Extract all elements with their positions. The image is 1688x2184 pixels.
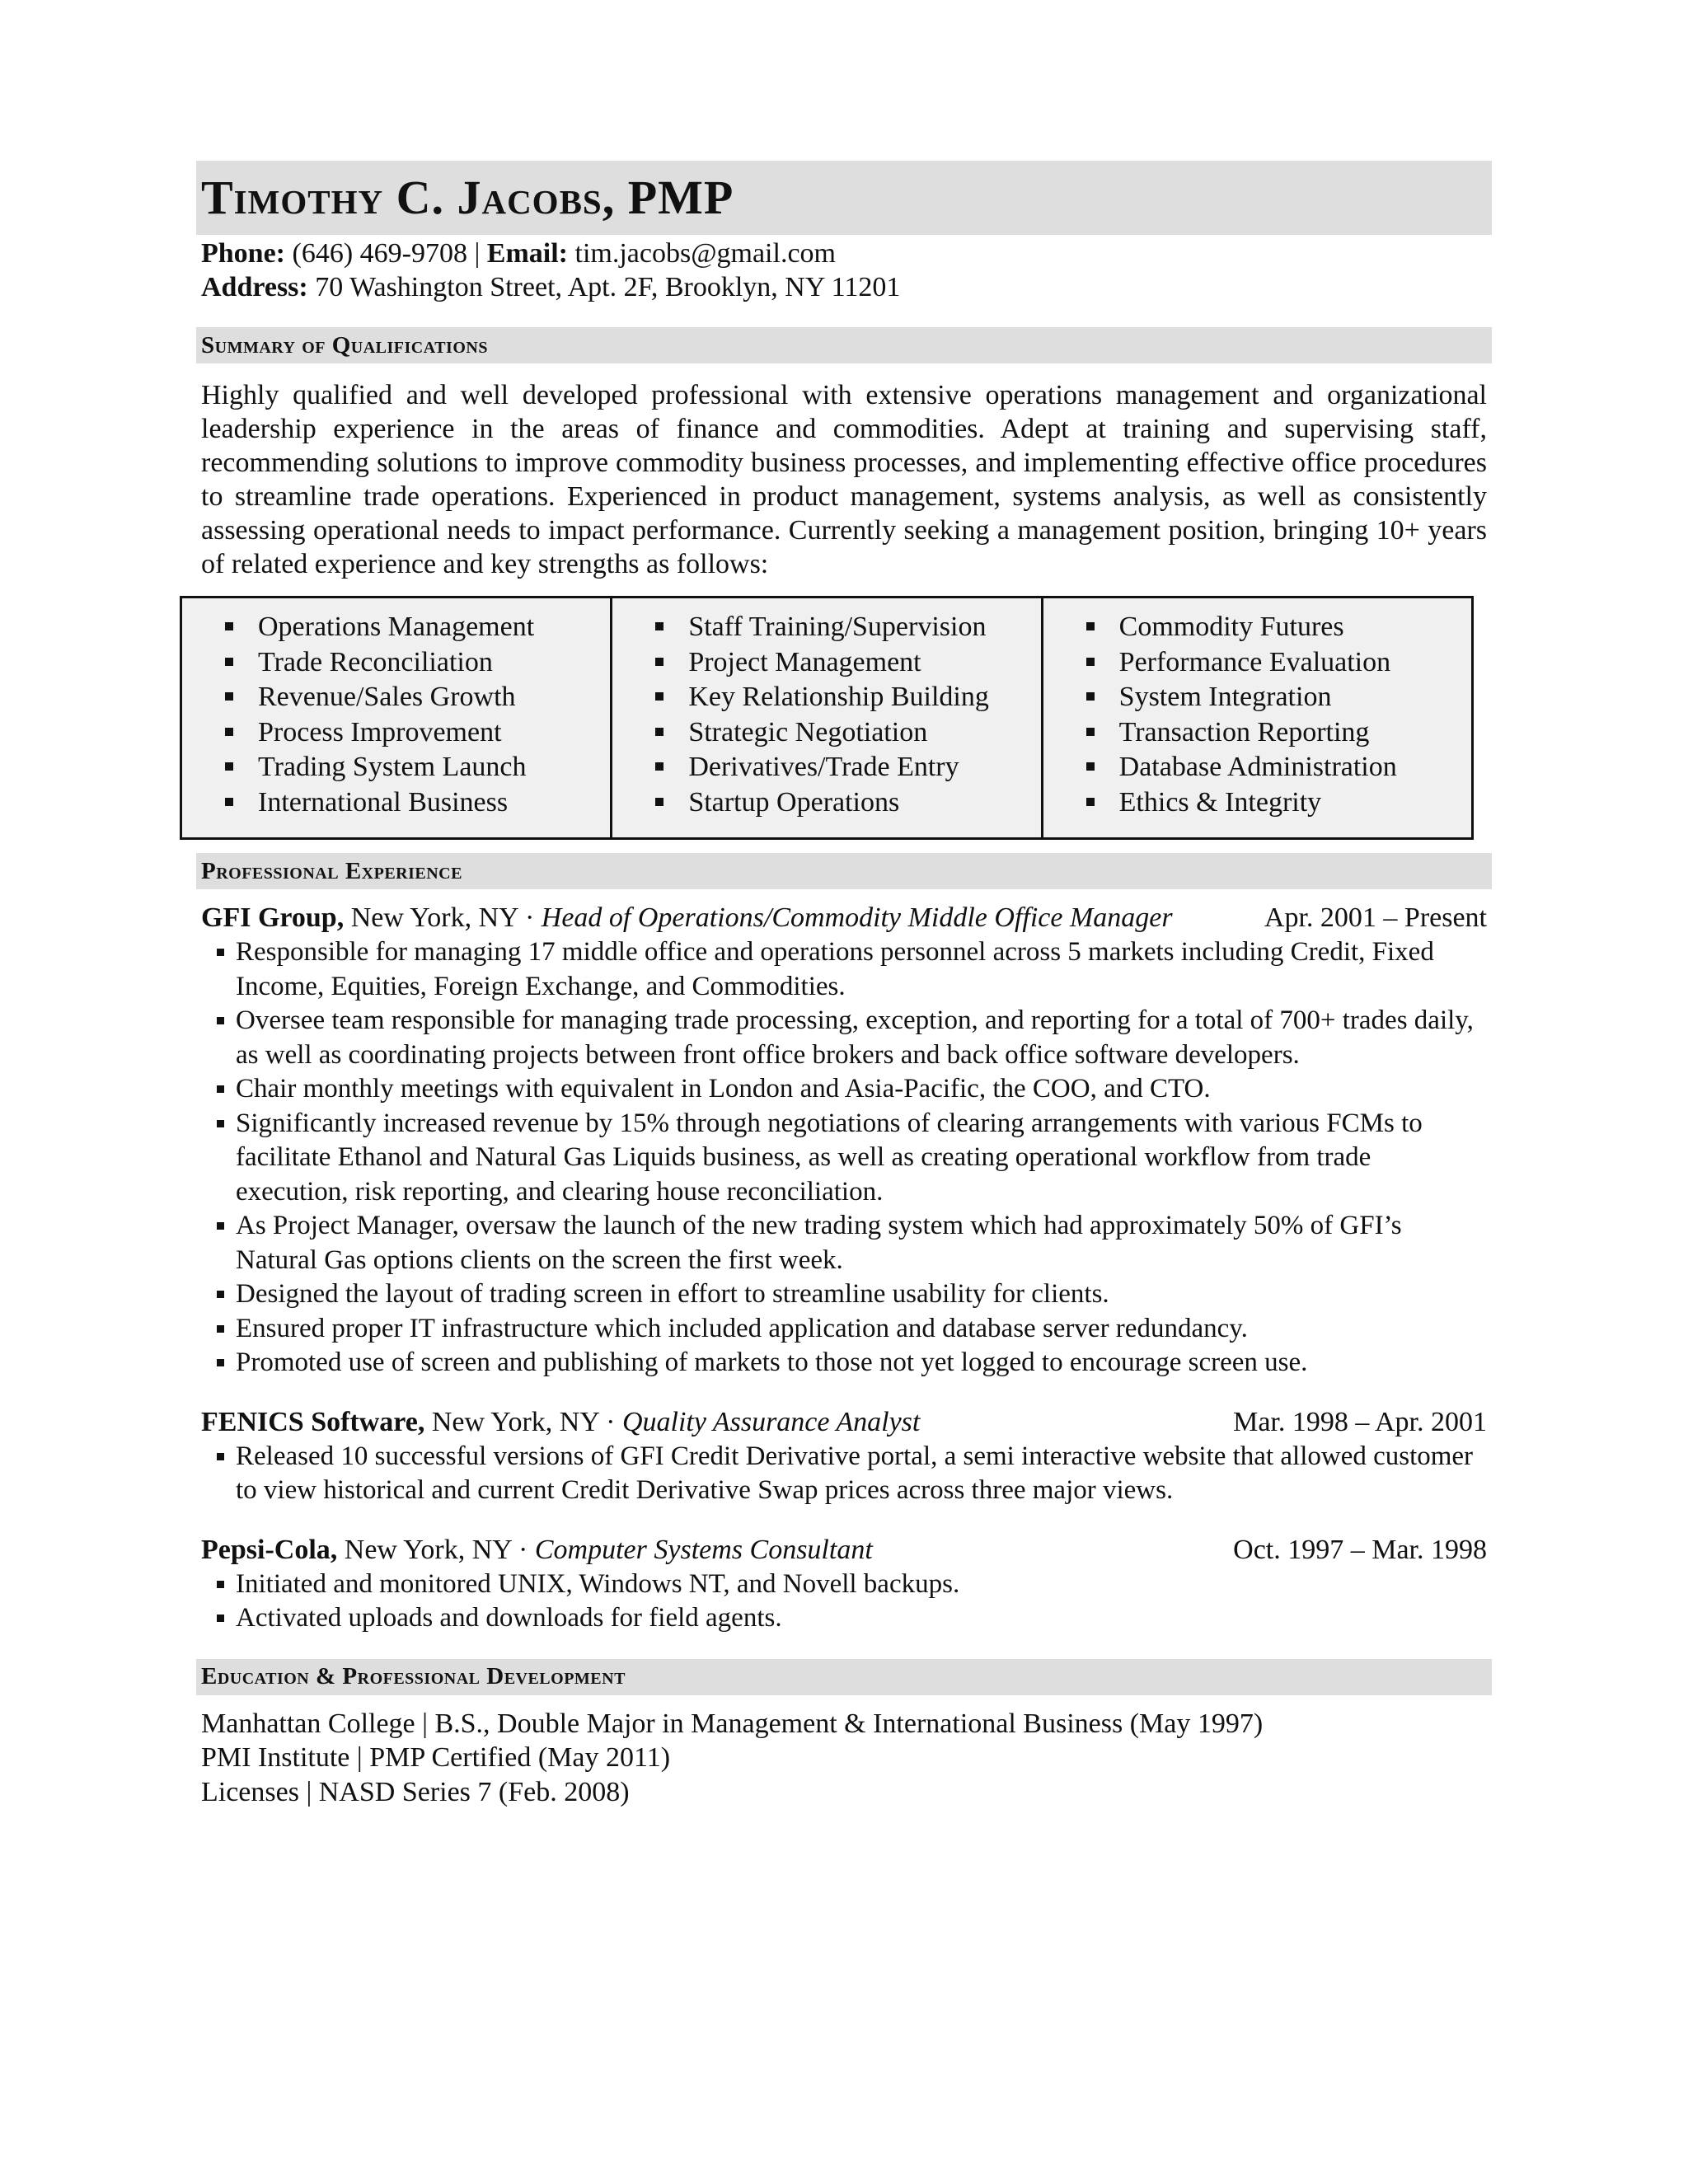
section-heading-education: Education & Professional Development (196, 1659, 1492, 1695)
bullet-square-icon (225, 658, 233, 666)
job-bullet: Released 10 successful versions of GFI Credit Derivative portal, a semi interactive website that allowed customer to view historical and current Credit Derivative Swap prices across three major views. (216, 1440, 1487, 1508)
job-dates: Mar. 1998 – Apr. 2001 (1233, 1406, 1487, 1437)
skills-column-2 (612, 598, 1043, 837)
separator-dot: · (518, 1534, 528, 1565)
separator-dot: · (524, 902, 535, 933)
bullet-square-icon (655, 798, 663, 806)
bullet-square-icon (225, 728, 233, 736)
address-label: Address: (201, 272, 308, 302)
skills-table (180, 596, 1474, 840)
job-header (196, 1405, 1492, 1440)
section-heading-summary: Summary of Qualifications (196, 327, 1492, 363)
education-line: Manhattan College | B.S., Double Major in Management & International Business (May 1997) (201, 1708, 1264, 1739)
bullet-square-icon (225, 798, 233, 806)
company-name: GFI Group, (201, 902, 345, 933)
skill-item: International Business (223, 785, 610, 821)
job-bullet: Chair monthly meetings with equivalent in London and Asia-Pacific, the COO, and CTO. (216, 1072, 1487, 1107)
bullet-square-icon (1086, 798, 1095, 806)
candidate-name: Timothy C. Jacobs, PMP (201, 171, 734, 224)
skill-item: Process Improvement (223, 715, 610, 751)
bullet-square-icon (655, 728, 663, 736)
name-banner (196, 161, 1492, 235)
job-entry-pepsi (196, 1533, 1492, 1636)
bullet-square-icon (1086, 622, 1095, 630)
bullet-square-icon (217, 1120, 224, 1127)
skill-item: Key Relationship Building (654, 680, 1040, 715)
bullet-square-icon (217, 1615, 224, 1622)
phone-number: (646) 469-9708 (292, 238, 467, 269)
skills-column-3 (1043, 598, 1471, 837)
bullet-square-icon (217, 1581, 224, 1588)
job-entry-fenics (196, 1405, 1492, 1508)
street-address: 70 Washington Street, Apt. 2F, Brooklyn, NY 11201 (315, 272, 901, 302)
skill-item: Revenue/Sales Growth (223, 680, 610, 715)
job-location: New York, NY (350, 902, 518, 933)
bullet-square-icon (217, 1359, 224, 1366)
resume-page (196, 161, 1492, 1809)
job-bullets (196, 1440, 1492, 1508)
bullet-square-icon (217, 1291, 224, 1298)
skill-item: Ethics & Integrity (1085, 785, 1471, 821)
skill-item: Transaction Reporting (1085, 715, 1471, 751)
summary-paragraph: Highly qualified and well developed professional with extensive operations management and organizational leadership experience in the areas of finance and commodities. Adept at training and supervising staff, recommending solutions to improve commodity business processes, and implementing effective office procedures to streamline trade operations. Experienced in product management, systems analysis, as well as consistently assessing operational needs to impact performance. Currently seeking a management position, bringing 10+ years of related experience and key strengths as follows: (201, 380, 1487, 579)
bullet-square-icon (655, 658, 663, 666)
job-bullet: Responsible for managing 17 middle office and operations personnel across 5 markets including Credit, Fixed Income, Equities, Foreign Exchange, and Commodities. (216, 935, 1487, 1004)
bullet-square-icon (1086, 728, 1095, 736)
skills-column-1 (182, 598, 612, 837)
email-address[interactable]: tim.jacobs@gmail.com (574, 238, 836, 269)
bullet-square-icon (225, 692, 233, 701)
contact-block (196, 237, 1492, 304)
job-title: Computer Systems Consultant (534, 1534, 873, 1565)
skill-item: Project Management (654, 645, 1040, 681)
job-bullets (196, 1568, 1492, 1636)
job-title: Quality Assurance Analyst (621, 1406, 921, 1437)
job-bullet: Oversee team responsible for managing trade processing, exception, and reporting for a total of 700+ trades daily, as well as coordinating projects between front office brokers and back office software developers. (216, 1004, 1487, 1072)
job-bullet: Significantly increased revenue by 15% through negotiations of clearing arrangements with various FCMs to facilitate Ethanol and Natural Gas Liquids business, as well as creating operational workflow from trade execution, risk reporting, and clearing house reconciliation. (216, 1107, 1487, 1210)
job-header (196, 901, 1492, 935)
skill-item: Startup Operations (654, 785, 1040, 821)
skill-item: System Integration (1085, 680, 1471, 715)
job-bullet: Initiated and monitored UNIX, Windows NT, and Novell backups. (216, 1568, 1487, 1602)
separator-dot: · (606, 1406, 616, 1437)
bullet-square-icon (655, 692, 663, 701)
section-heading-experience: Professional Experience (196, 853, 1492, 889)
education-list (196, 1707, 1492, 1810)
job-bullet: Activated uploads and downloads for field agents. (216, 1601, 1487, 1636)
job-bullet: Designed the layout of trading screen in effort to streamline usability for clients. (216, 1277, 1487, 1312)
skill-item: Operations Management (223, 610, 610, 645)
job-entry-gfi (196, 901, 1492, 1380)
contact-line-1 (201, 237, 1492, 270)
job-location: New York, NY (431, 1406, 599, 1437)
contact-line-2 (201, 270, 1492, 304)
skill-item: Staff Training/Supervision (654, 610, 1040, 645)
job-bullet: Promoted use of screen and publishing of markets to those not yet logged to encourage screen use. (216, 1346, 1487, 1380)
job-bullets (196, 935, 1492, 1380)
bullet-square-icon (217, 1325, 224, 1333)
bullet-square-icon (655, 762, 663, 771)
bullet-square-icon (1086, 692, 1095, 701)
bullet-square-icon (217, 1085, 224, 1093)
bullet-square-icon (655, 622, 663, 630)
skill-item: Database Administration (1085, 750, 1471, 785)
skill-item: Trade Reconciliation (223, 645, 610, 681)
skill-item: Strategic Negotiation (654, 715, 1040, 751)
job-bullet: Ensured proper IT infrastructure which included application and database server redundancy. (216, 1312, 1487, 1347)
skill-item: Derivatives/Trade Entry (654, 750, 1040, 785)
bullet-square-icon (1086, 658, 1095, 666)
job-title: Head of Operations/Commodity Middle Office Manager (541, 902, 1173, 933)
education-line: PMI Institute | PMP Certified (May 2011) (201, 1742, 671, 1773)
bullet-square-icon (217, 949, 224, 956)
job-location: New York, NY (344, 1534, 512, 1565)
education-line: Licenses | NASD Series 7 (Feb. 2008) (201, 1776, 630, 1807)
job-header (196, 1533, 1492, 1568)
job-dates: Oct. 1997 – Mar. 1998 (1233, 1534, 1487, 1565)
bullet-square-icon (217, 1453, 224, 1460)
skill-item: Commodity Futures (1085, 610, 1471, 645)
phone-label: Phone: (201, 238, 285, 269)
company-name: FENICS Software, (201, 1406, 425, 1437)
bullet-square-icon (225, 622, 233, 630)
bullet-square-icon (225, 762, 233, 771)
job-bullet: As Project Manager, oversaw the launch of the new trading system which had approximately 50% of GFI’s Natural Gas options clients on the screen the first week. (216, 1209, 1487, 1277)
skill-item: Performance Evaluation (1085, 645, 1471, 681)
email-label: Email: (486, 238, 568, 269)
bullet-square-icon (1086, 762, 1095, 771)
bullet-square-icon (217, 1017, 224, 1024)
bullet-square-icon (217, 1222, 224, 1230)
contact-separator: | (474, 238, 481, 269)
skill-item: Trading System Launch (223, 750, 610, 785)
job-dates: Apr. 2001 – Present (1264, 902, 1487, 933)
company-name: Pepsi-Cola, (201, 1534, 338, 1565)
